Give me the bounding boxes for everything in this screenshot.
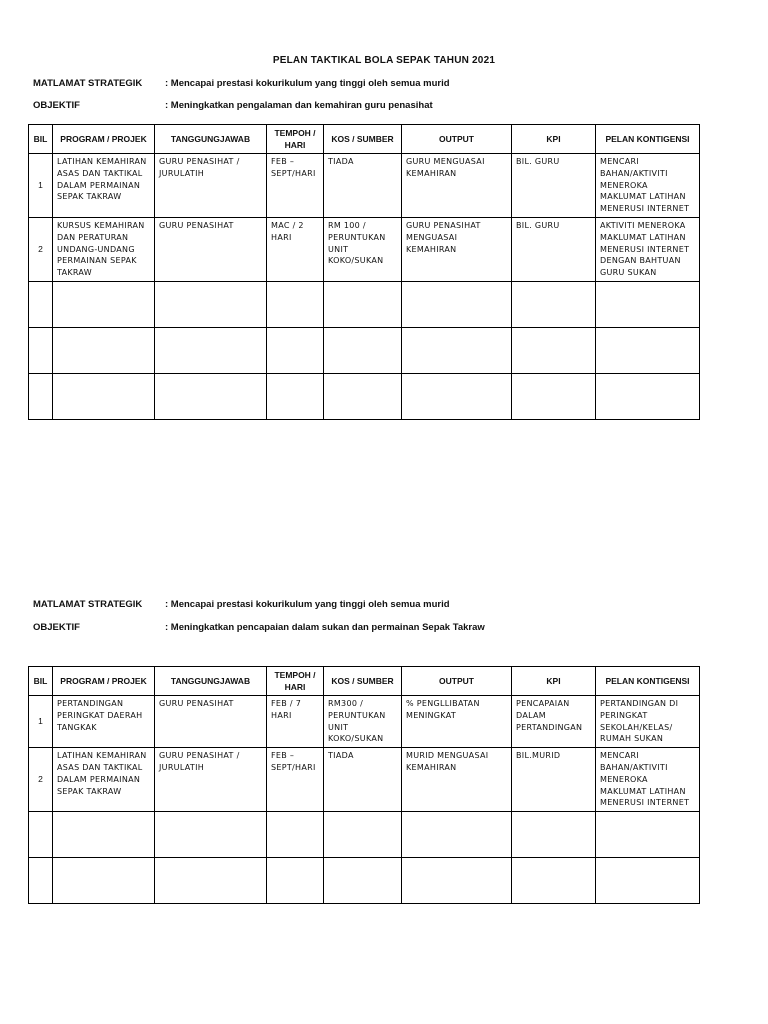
empty-cell xyxy=(29,812,53,858)
row-tanggungjawab: GURU PENASIHAT / JURULATIH xyxy=(155,748,267,812)
empty-table-row xyxy=(29,373,700,419)
empty-cell xyxy=(596,858,700,904)
column-header-tanggungjawab: TANGGUNGJAWAB xyxy=(155,667,267,696)
empty-cell xyxy=(53,812,155,858)
empty-cell xyxy=(324,812,402,858)
empty-cell xyxy=(155,373,267,419)
row-kpi: BIL. GURU xyxy=(512,154,596,218)
empty-cell xyxy=(596,281,700,327)
column-header-kos: KOS / SUMBER xyxy=(324,125,402,154)
empty-table-row xyxy=(29,281,700,327)
table-row xyxy=(29,154,700,218)
empty-cell xyxy=(29,281,53,327)
row-program: KURSUS KEMAHIRAN DAN PERATURAN UNDANG-UNDANG PERMAINAN SEPAK TAKRAW xyxy=(53,217,155,281)
column-header-program: PROGRAM / PROJEK xyxy=(53,125,155,154)
empty-table-row xyxy=(29,812,700,858)
row-bil: 1 xyxy=(29,154,53,218)
row-program: LATIHAN KEMAHIRAN ASAS DAN TAKTIKAL DALAM PERMAINAN SEPAK TAKRAW xyxy=(53,748,155,812)
row-kontigensi: MENCARI BAHAN/AKTIVITI MENEROKA MAKLUMAT LATIHAN MENERUSI INTERNET xyxy=(596,154,700,218)
empty-cell xyxy=(512,812,596,858)
empty-cell xyxy=(267,281,324,327)
row-output: GURU MENGUASAI KEMAHIRAN xyxy=(402,154,512,218)
empty-cell xyxy=(324,281,402,327)
row-kos: TIADA xyxy=(324,154,402,218)
row-tempoh: FEB – SEPT/HARI xyxy=(267,154,324,218)
empty-cell xyxy=(512,281,596,327)
empty-cell xyxy=(596,327,700,373)
row-output: MURID MENGUASAI KEMAHIRAN xyxy=(402,748,512,812)
empty-cell xyxy=(53,327,155,373)
empty-cell xyxy=(155,327,267,373)
table-row xyxy=(29,696,700,748)
empty-cell xyxy=(402,327,512,373)
empty-cell xyxy=(402,812,512,858)
matlamat-value: : Mencapai prestasi kokurikulum yang tinggi oleh semua murid xyxy=(165,599,450,610)
column-header-output: OUTPUT xyxy=(402,667,512,696)
column-header-output: OUTPUT xyxy=(402,125,512,154)
empty-cell xyxy=(402,373,512,419)
objektif-value: : Meningkatkan pengalaman dan kemahiran guru penasihat xyxy=(165,100,433,111)
empty-cell xyxy=(267,373,324,419)
section2-table xyxy=(28,666,700,904)
empty-cell xyxy=(512,373,596,419)
row-bil: 2 xyxy=(29,748,53,812)
empty-cell xyxy=(512,858,596,904)
column-header-kpi: KPI xyxy=(512,125,596,154)
table-header-row xyxy=(29,667,700,696)
column-header-kpi: KPI xyxy=(512,667,596,696)
row-kos: TIADA xyxy=(324,748,402,812)
empty-cell xyxy=(53,373,155,419)
row-output: % PENGLLIBATAN MENINGKAT xyxy=(402,696,512,748)
row-tempoh: MAC / 2 HARI xyxy=(267,217,324,281)
row-tanggungjawab: GURU PENASIHAT xyxy=(155,696,267,748)
empty-cell xyxy=(324,327,402,373)
empty-cell xyxy=(596,373,700,419)
empty-cell xyxy=(267,812,324,858)
empty-cell xyxy=(53,858,155,904)
table-header-row xyxy=(29,125,700,154)
objektif-label: OBJEKTIF xyxy=(33,622,80,633)
column-header-kontigensi: PELAN KONTIGENSI xyxy=(596,125,700,154)
row-kpi: PENCAPAIAN DALAM PERTANDINGAN xyxy=(512,696,596,748)
table-row xyxy=(29,748,700,812)
column-header-bil: BIL xyxy=(29,667,53,696)
column-header-bil: BIL xyxy=(29,125,53,154)
empty-cell xyxy=(512,327,596,373)
table-row xyxy=(29,217,700,281)
column-header-tempoh: TEMPOH / HARI xyxy=(267,125,324,154)
row-kontigensi: PERTANDINGAN DI PERINGKAT SEKOLAH/KELAS/ RUMAH SUKAN xyxy=(596,696,700,748)
matlamat-label: MATLAMAT STRATEGIK xyxy=(33,599,143,610)
row-kos: RM300 / PERUNTUKAN UNIT KOKO/SUKAN xyxy=(324,696,402,748)
column-header-tempoh: TEMPOH / HARI xyxy=(267,667,324,696)
empty-cell xyxy=(402,281,512,327)
section2-objektif-line xyxy=(33,622,485,633)
row-tanggungjawab: GURU PENASIHAT xyxy=(155,217,267,281)
row-kpi: BIL. GURU xyxy=(512,217,596,281)
empty-cell xyxy=(29,327,53,373)
section1-matlamat-line xyxy=(33,78,450,89)
objektif-label: OBJEKTIF xyxy=(33,100,80,111)
empty-cell xyxy=(29,858,53,904)
section2-matlamat-line xyxy=(33,599,450,610)
row-tanggungjawab: GURU PENASIHAT / JURULATIH xyxy=(155,154,267,218)
column-header-tanggungjawab: TANGGUNGJAWAB xyxy=(155,125,267,154)
row-kos: RM 100 / PERUNTUKAN UNIT KOKO/SUKAN xyxy=(324,217,402,281)
matlamat-label: MATLAMAT STRATEGIK xyxy=(33,78,143,89)
section1-table xyxy=(28,124,700,420)
empty-cell xyxy=(596,812,700,858)
row-program: PERTANDINGAN PERINGKAT DAERAH TANGKAK xyxy=(53,696,155,748)
empty-cell xyxy=(267,327,324,373)
row-output: GURU PENASIHAT MENGUASAI KEMAHIRAN xyxy=(402,217,512,281)
row-kontigensi: MENCARI BAHAN/AKTIVITI MENEROKA MAKLUMAT LATIHAN MENERUSI INTERNET xyxy=(596,748,700,812)
empty-cell xyxy=(324,373,402,419)
row-kpi: BIL.MURID xyxy=(512,748,596,812)
empty-cell xyxy=(324,858,402,904)
empty-cell xyxy=(155,812,267,858)
empty-cell xyxy=(402,858,512,904)
empty-cell xyxy=(155,858,267,904)
row-program: LATIHAN KEMAHIRAN ASAS DAN TAKTIKAL DALAM PERMAINAN SEPAK TAKRAW xyxy=(53,154,155,218)
row-bil: 1 xyxy=(29,696,53,748)
row-tempoh: FEB / 7 HARI xyxy=(267,696,324,748)
document-title: PELAN TAKTIKAL BOLA SEPAK TAHUN 2021 xyxy=(272,55,496,66)
empty-table-row xyxy=(29,858,700,904)
row-kontigensi: AKTIVITI MENEROKA MAKLUMAT LATIHAN MENERUSI INTERNET DENGAN BAHTUAN GURU SUKAN xyxy=(596,217,700,281)
empty-cell xyxy=(29,373,53,419)
empty-cell xyxy=(53,281,155,327)
objektif-value: : Meningkatkan pencapaian dalam sukan dan permainan Sepak Takraw xyxy=(165,622,485,633)
empty-cell xyxy=(155,281,267,327)
row-tempoh: FEB – SEPT/HARI xyxy=(267,748,324,812)
empty-cell xyxy=(267,858,324,904)
empty-table-row xyxy=(29,327,700,373)
column-header-kontigensi: PELAN KONTIGENSI xyxy=(596,667,700,696)
column-header-program: PROGRAM / PROJEK xyxy=(53,667,155,696)
row-bil: 2 xyxy=(29,217,53,281)
column-header-kos: KOS / SUMBER xyxy=(324,667,402,696)
section1-objektif-line xyxy=(33,100,433,111)
matlamat-value: : Mencapai prestasi kokurikulum yang tinggi oleh semua murid xyxy=(165,78,450,89)
